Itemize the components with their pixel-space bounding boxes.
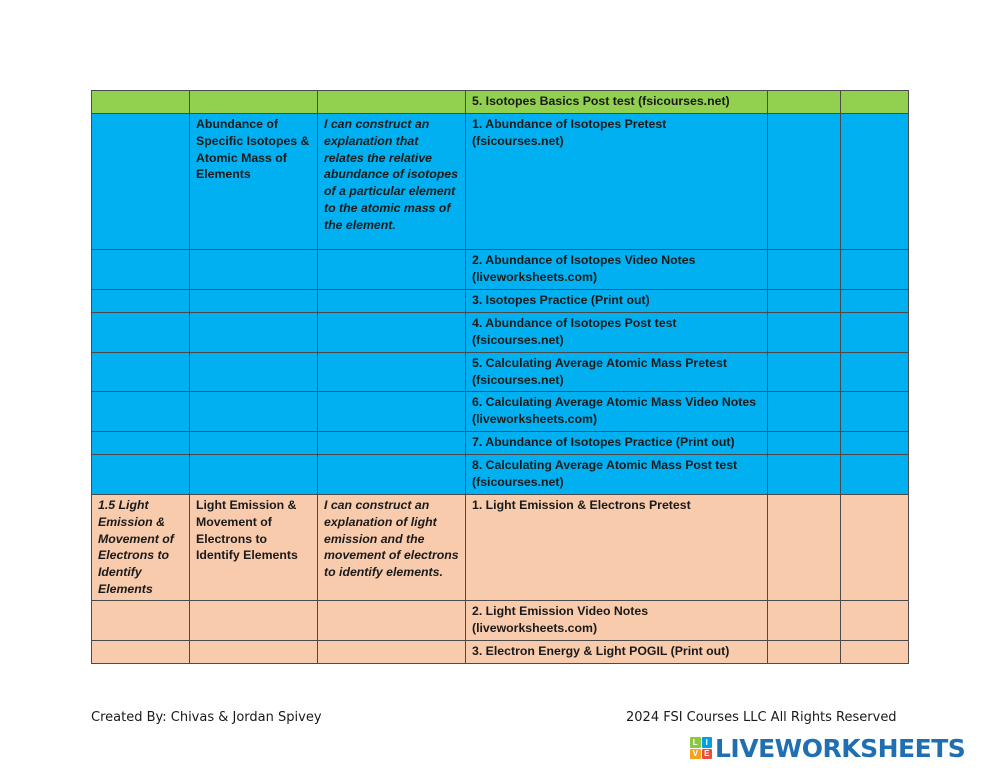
table-cell-standard [92, 313, 190, 353]
table-cell-standard [92, 392, 190, 432]
table-cell-assignment: 5. Isotopes Basics Post test (fsicourses.net) [466, 91, 768, 114]
table-row [92, 432, 909, 455]
table-cell-assignment: 2. Abundance of Isotopes Video Notes (liveworksheets.com) [466, 250, 768, 290]
table-cell-date [841, 313, 909, 353]
table-cell-score [768, 353, 841, 392]
logo-mark-letter: V [690, 749, 701, 760]
table-cell-topic [190, 600, 318, 640]
logo-mark-letter: E [702, 749, 713, 760]
table-cell-standard [92, 640, 190, 663]
table-cell-topic: Abundance of Specific Isotopes & Atomic Mass of Elements [190, 114, 318, 250]
table-cell-score [768, 114, 841, 250]
table-row [92, 455, 909, 495]
table-cell-assignment: 3. Electron Energy & Light POGIL (Print out) [466, 640, 768, 663]
table-cell-score [768, 495, 841, 601]
table-cell-topic [190, 91, 318, 114]
table-row [92, 600, 909, 640]
table-cell-objective [318, 250, 466, 290]
table-cell-date [841, 432, 909, 455]
table-cell-date [841, 91, 909, 114]
table-cell-score [768, 392, 841, 432]
table-cell-objective [318, 290, 466, 313]
table-cell-standard [92, 290, 190, 313]
table-cell-assignment: 1. Abundance of Isotopes Pretest (fsicourses.net) [466, 114, 768, 250]
table-cell-objective [318, 455, 466, 495]
table-cell-assignment: 5. Calculating Average Atomic Mass Pretest (fsicourses.net) [466, 353, 768, 392]
table-row [92, 290, 909, 313]
table-cell-objective: I can construct an explanation that relates the relative abundance of isotopes of a particular element to the atomic mass of the element. [318, 114, 466, 250]
table-cell-score [768, 250, 841, 290]
table-cell-score [768, 600, 841, 640]
table-cell-topic [190, 455, 318, 495]
table-cell-assignment: 1. Light Emission & Electrons Pretest [466, 495, 768, 601]
table-row [92, 392, 909, 432]
table-cell-topic [190, 290, 318, 313]
table-cell-standard [92, 432, 190, 455]
table-cell-topic [190, 353, 318, 392]
table-cell-topic [190, 640, 318, 663]
table-cell-assignment: 3. Isotopes Practice (Print out) [466, 290, 768, 313]
table-cell-standard [92, 455, 190, 495]
table-cell-objective [318, 640, 466, 663]
table-cell-assignment: 8. Calculating Average Atomic Mass Post test (fsicourses.net) [466, 455, 768, 495]
table-cell-objective: I can construct an explanation of light emission and the movement of electrons to identify elements. [318, 495, 466, 601]
table-cell-standard [92, 91, 190, 114]
table-cell-date [841, 290, 909, 313]
table-cell-standard [92, 600, 190, 640]
table-cell-date [841, 392, 909, 432]
table-cell-date [841, 353, 909, 392]
table-cell-topic [190, 392, 318, 432]
table-cell-score [768, 91, 841, 114]
table-row [92, 91, 909, 114]
table-cell-standard: 1.5 Light Emission & Movement of Electrons to Identify Elements [92, 495, 190, 601]
table-row [92, 353, 909, 392]
table-cell-assignment: 6. Calculating Average Atomic Mass Video Notes (liveworksheets.com) [466, 392, 768, 432]
table-cell-date [841, 640, 909, 663]
table-cell-date [841, 495, 909, 601]
footer-created-by: Created By: Chivas & Jordan Spivey [91, 710, 322, 725]
table-cell-score [768, 313, 841, 353]
table-cell-topic: Light Emission & Movement of Electrons to Identify Elements [190, 495, 318, 601]
logo-wordmark: LIVEWORKSHEETS [715, 733, 966, 763]
table-cell-date [841, 114, 909, 250]
logo-mark-letter: L [690, 737, 701, 748]
table-row [92, 250, 909, 290]
table-cell-standard [92, 114, 190, 250]
table-cell-objective [318, 432, 466, 455]
table-cell-score [768, 640, 841, 663]
table-row [92, 114, 909, 250]
table-cell-standard [92, 250, 190, 290]
table-cell-topic [190, 250, 318, 290]
table-cell-date [841, 600, 909, 640]
table-cell-standard [92, 353, 190, 392]
table-cell-topic [190, 313, 318, 353]
table-cell-objective [318, 353, 466, 392]
table-cell-score [768, 432, 841, 455]
table-cell-topic [190, 432, 318, 455]
table-cell-assignment: 2. Light Emission Video Notes (liveworksheets.com) [466, 600, 768, 640]
table-cell-objective [318, 392, 466, 432]
course-table [91, 90, 909, 664]
table-cell-objective [318, 600, 466, 640]
table-cell-date [841, 250, 909, 290]
table-row [92, 495, 909, 601]
table-cell-score [768, 290, 841, 313]
footer-copyright: 2024 FSI Courses LLC All Rights Reserved [626, 710, 897, 725]
logo-mark-letter: I [702, 737, 713, 748]
table-cell-assignment: 4. Abundance of Isotopes Post test (fsicourses.net) [466, 313, 768, 353]
table-row [92, 313, 909, 353]
table-cell-score [768, 455, 841, 495]
liveworksheets-logo-icon [690, 737, 712, 759]
liveworksheets-logo [690, 733, 965, 763]
table-cell-assignment: 7. Abundance of Isotopes Practice (Print out) [466, 432, 768, 455]
table-row [92, 640, 909, 663]
table-cell-date [841, 455, 909, 495]
table-cell-objective [318, 313, 466, 353]
table-cell-objective [318, 91, 466, 114]
